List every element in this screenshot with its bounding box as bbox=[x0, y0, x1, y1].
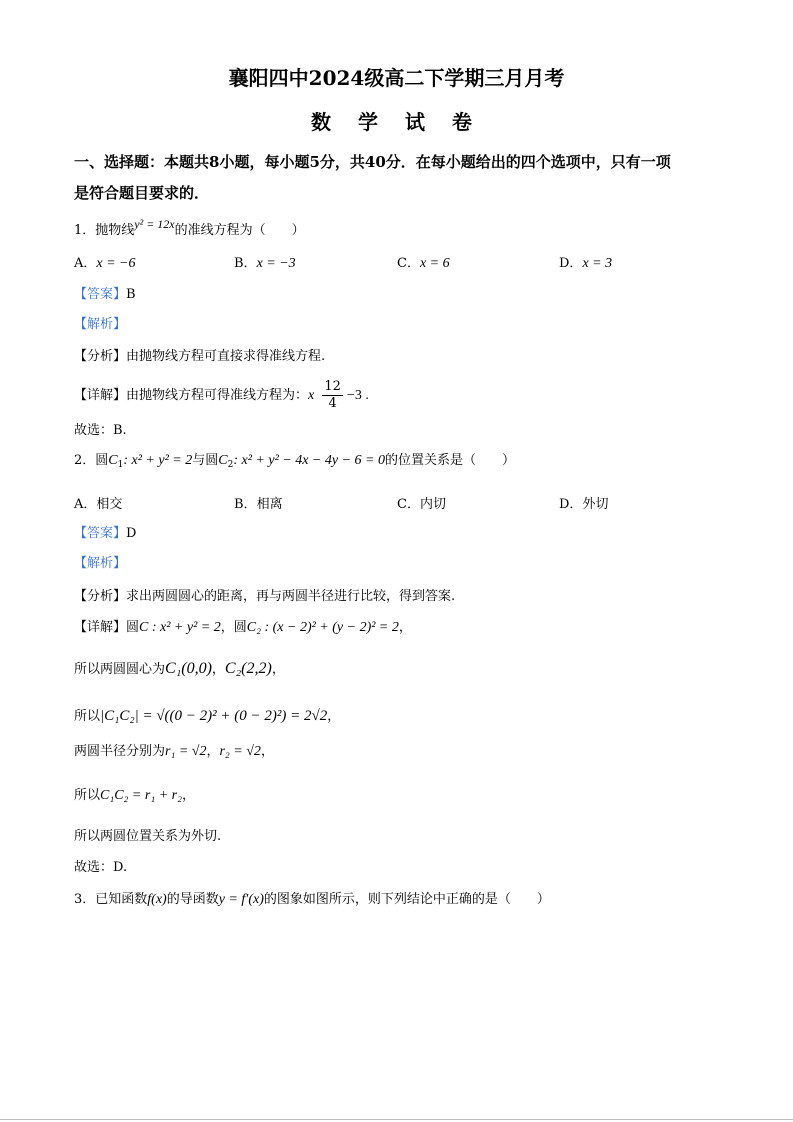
fraction bbox=[322, 379, 343, 412]
detail-text: 【详解】由抛物线方程可得准线方程为： bbox=[74, 388, 309, 403]
distance-eq: |C₁C₂| = √((0 − 2)² + (0 − 2)²) = 2√2 bbox=[100, 708, 328, 724]
q3-function: f(x) bbox=[147, 892, 167, 907]
detail-end: ， bbox=[327, 709, 341, 724]
option-math: x = −3 bbox=[256, 256, 296, 271]
q2-sum bbox=[74, 787, 195, 805]
q1-answer bbox=[74, 286, 136, 304]
detail-eq-b: C₂ : (x − 2)² + (y − 2)² = 2 bbox=[246, 620, 399, 635]
detail-x: x bbox=[308, 388, 315, 403]
q1-choice: 故选：B. bbox=[74, 423, 127, 438]
q2-fenxi: 【分析】求出两圆圆心的距离，再与两圆半径进行比较，得到答案. bbox=[74, 589, 456, 604]
detail-sep: ， bbox=[211, 662, 225, 677]
q2-analysis-tag: 【解析】 bbox=[74, 556, 127, 571]
q1-number: 1．抛物线 bbox=[74, 223, 135, 238]
q1-detail bbox=[74, 378, 369, 414]
q2-c2: C bbox=[218, 453, 228, 468]
q1-prompt: 的准线方程为（ ） bbox=[174, 223, 305, 238]
q2-c2-eq: : x² + y² − 4x − 4y − 6 = 0 bbox=[233, 453, 385, 468]
q3-number: 3．已知函数 bbox=[74, 892, 148, 907]
q3-derivative: y = f′(x) bbox=[218, 892, 264, 907]
detail-tail: −3 . bbox=[346, 388, 369, 403]
detail-eq-a: C : x² + y² = 2 bbox=[139, 620, 221, 635]
option-math: x = −6 bbox=[96, 256, 136, 271]
q2-prompt: 的位置关系是（ ） bbox=[385, 453, 516, 468]
detail-sep: ，圆 bbox=[220, 620, 247, 635]
detail-end: ， bbox=[271, 662, 285, 677]
q2-distance bbox=[74, 707, 340, 726]
q2-option-c bbox=[397, 493, 446, 512]
answer-tag: 【答案】 bbox=[74, 287, 127, 302]
option-text: 相交 bbox=[96, 497, 123, 512]
q2-mid: 与圆 bbox=[192, 453, 219, 468]
q1-analysis-tag: 【解析】 bbox=[74, 317, 127, 332]
page-bottom-divider bbox=[0, 1119, 793, 1120]
q2-detail-1 bbox=[74, 619, 412, 637]
q1-option-b bbox=[234, 252, 296, 272]
q2-option-b bbox=[234, 493, 283, 512]
q1-option-d bbox=[559, 252, 612, 272]
detail-sep: ， bbox=[206, 744, 220, 759]
q2-choice: 故选：D. bbox=[74, 860, 128, 875]
q2-conclusion: 所以两圆位置关系为外切. bbox=[74, 829, 222, 844]
q1-option-c bbox=[397, 252, 450, 272]
center-c2: C₂(2,2) bbox=[224, 660, 272, 677]
option-text: 内切 bbox=[419, 497, 446, 512]
detail-text: 所以 bbox=[74, 709, 101, 724]
detail-end: ， bbox=[181, 788, 195, 803]
q2-radii bbox=[74, 743, 274, 761]
q2-answer bbox=[74, 525, 136, 543]
option-math: x = 3 bbox=[582, 256, 613, 271]
option-math: x = 6 bbox=[419, 256, 450, 271]
exam-subtitle: 数 学 试 卷 bbox=[311, 110, 482, 134]
q2-option-d bbox=[559, 493, 608, 512]
option-label: B． bbox=[234, 497, 257, 512]
option-label: C． bbox=[397, 497, 420, 512]
detail-end: ， bbox=[260, 744, 274, 759]
section-heading-line1: 一、选择题：本题共8小题，每小题5分，共40分．在每小题给出的四个选项中，只有一项 bbox=[74, 153, 671, 171]
q3-prompt: 的图象如图所示，则下列结论中正确的是（ ） bbox=[263, 892, 550, 907]
detail-text: 所以两圆圆心为 bbox=[74, 662, 166, 677]
detail-text: 【详解】圆 bbox=[74, 620, 140, 635]
option-text: 外切 bbox=[582, 497, 609, 512]
question-2-stem: 2．圆$C_1$: x² + y² = 2与圆$C_2$: x² + y² − 4x − 4y − 6 = 0的位置关系是（ ） bbox=[74, 453, 516, 470]
question-1-stem bbox=[74, 215, 305, 240]
q1-equation: y² = 12x bbox=[134, 217, 175, 231]
answer-value: B bbox=[126, 287, 136, 302]
q2-number: 2．圆 bbox=[74, 453, 109, 468]
detail-text: 两圆半径分别为 bbox=[74, 744, 166, 759]
q2-centers bbox=[74, 660, 285, 679]
question-3-stem bbox=[74, 891, 550, 909]
detail-end: ， bbox=[398, 620, 412, 635]
option-label: A． bbox=[74, 497, 97, 512]
q2-c1-eq: : x² + y² = 2 bbox=[123, 453, 193, 468]
option-text: 相离 bbox=[256, 497, 283, 512]
option-label: D． bbox=[559, 497, 583, 512]
option-label: B． bbox=[234, 256, 257, 271]
option-label: C． bbox=[397, 256, 420, 271]
section-heading-line2: 是符合题目要求的． bbox=[74, 184, 210, 202]
radius-r1: r₁ = √2 bbox=[165, 744, 207, 759]
exam-title: 襄阳四中2024级高二下学期三月月考 bbox=[228, 66, 565, 90]
q2-c1: C bbox=[108, 453, 118, 468]
option-label: A． bbox=[74, 256, 97, 271]
q1-fenxi: 【分析】由抛物线方程可直接求得准线方程. bbox=[74, 349, 326, 364]
sum-eq: C₁C₂ = r₁ + r₂ bbox=[100, 788, 182, 803]
option-label: D． bbox=[559, 256, 583, 271]
q3-mid: 的导函数 bbox=[166, 892, 219, 907]
q1-option-a bbox=[74, 252, 136, 272]
q2-option-a bbox=[74, 493, 122, 512]
radius-r2: r₂ = √2 bbox=[219, 744, 261, 759]
detail-text: 所以 bbox=[74, 788, 101, 803]
answer-tag: 【答案】 bbox=[74, 526, 127, 541]
denominator: 4 bbox=[328, 396, 337, 411]
center-c1: C₁(0,0) bbox=[165, 660, 212, 677]
answer-value: D bbox=[126, 526, 137, 541]
numerator: 12 bbox=[324, 379, 341, 394]
